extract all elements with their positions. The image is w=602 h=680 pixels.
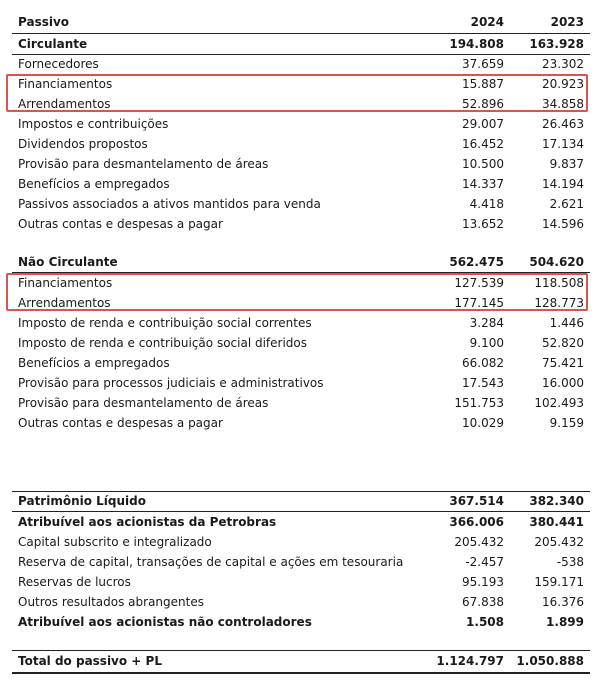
value-2023: 504.620 — [529, 255, 584, 269]
value-2024: 1.508 — [466, 615, 504, 629]
table-row — [12, 552, 590, 572]
value-2023: 380.441 — [529, 515, 584, 529]
table-row — [12, 54, 590, 74]
value-2023: 26.463 — [542, 117, 584, 131]
value-2024: 15.887 — [462, 77, 504, 91]
value-2023: 14.194 — [542, 177, 584, 191]
value-2023: 205.432 — [534, 535, 584, 549]
section-patrimonio-row — [12, 491, 590, 511]
value-2024: 66.082 — [462, 356, 504, 370]
value-2024: 127.539 — [454, 276, 504, 290]
section-label: Circulante — [18, 37, 88, 51]
table-header-row — [12, 12, 590, 32]
value-2024: 3.284 — [469, 316, 504, 330]
table-row — [12, 333, 590, 353]
value-2024: 67.838 — [462, 595, 504, 609]
section-nao-circulante-row — [12, 252, 590, 272]
table-row — [12, 373, 590, 393]
row-label: Benefícios a empregados — [18, 356, 170, 370]
table-row — [12, 413, 590, 433]
row-label: Fornecedores — [18, 57, 99, 71]
value-2023: 1.446 — [549, 316, 584, 330]
value-2023: 118.508 — [534, 276, 584, 290]
value-2024: 177.145 — [454, 296, 504, 310]
section-label: Patrimônio Líquido — [18, 494, 147, 508]
value-2024: 17.543 — [462, 376, 504, 390]
row-label: Provisão para desmantelamento de áreas — [18, 157, 269, 171]
value-2023: 17.134 — [542, 137, 584, 151]
value-2023: 20.923 — [542, 77, 584, 91]
row-label: Financiamentos — [18, 276, 113, 290]
value-2024: 367.514 — [449, 494, 504, 508]
row-label: Outras contas e despesas a pagar — [18, 416, 223, 430]
value-2024: 205.432 — [454, 535, 504, 549]
table-row — [12, 313, 590, 333]
subtotal-petrobras-row — [12, 512, 590, 532]
section-circulante-row — [12, 34, 590, 54]
value-2023: 9.159 — [549, 416, 584, 430]
table-row — [12, 114, 590, 134]
highlight-box-circulante — [6, 74, 588, 112]
total-value-2023: 1.050.888 — [516, 654, 584, 668]
table-row — [12, 134, 590, 154]
table-row — [12, 154, 590, 174]
row-label: Capital subscrito e integralizado — [18, 535, 212, 549]
value-2024: 52.896 — [462, 97, 504, 111]
value-2023: -538 — [556, 555, 584, 569]
value-2024: -2.457 — [465, 555, 504, 569]
row-label: Atribuível aos acionistas não controladores — [18, 615, 312, 629]
value-2024: 10.500 — [462, 157, 504, 171]
row-label: Provisão para processos judiciais e administrativos — [18, 376, 324, 390]
row-label: Impostos e contribuições — [18, 117, 169, 131]
value-2024: 562.475 — [449, 255, 504, 269]
section-label: Não Circulante — [18, 255, 118, 269]
row-label: Passivos associados a ativos mantidos para venda — [18, 197, 321, 211]
table-row — [12, 353, 590, 373]
row-label: Benefícios a empregados — [18, 177, 170, 191]
total-row — [12, 651, 590, 671]
header-col-2024: 2024 — [470, 15, 504, 29]
value-2023: 52.820 — [542, 336, 584, 350]
row-label: Arrendamentos — [18, 296, 111, 310]
value-2023: 2.621 — [549, 197, 584, 211]
value-2024: 29.007 — [462, 117, 504, 131]
value-2023: 1.899 — [546, 615, 584, 629]
table-row — [12, 174, 590, 194]
value-2023: 159.171 — [534, 575, 584, 589]
value-2024: 151.753 — [454, 396, 504, 410]
table-row — [12, 592, 590, 612]
row-label: Imposto de renda e contribuição social correntes — [18, 316, 312, 330]
value-2023: 9.837 — [549, 157, 584, 171]
value-2024: 366.006 — [449, 515, 504, 529]
value-2023: 23.302 — [542, 57, 584, 71]
value-2023: 163.928 — [529, 37, 584, 51]
value-2024: 9.100 — [469, 336, 504, 350]
value-2024: 14.337 — [462, 177, 504, 191]
value-2023: 102.493 — [534, 396, 584, 410]
value-2023: 75.421 — [542, 356, 584, 370]
row-label: Reserva de capital, transações de capital e ações em tesouraria — [18, 555, 404, 569]
row-label: Arrendamentos — [18, 97, 111, 111]
table-row — [12, 393, 590, 413]
value-2024: 10.029 — [462, 416, 504, 430]
row-label: Provisão para desmantelamento de áreas — [18, 396, 269, 410]
total-rule-bottom — [12, 672, 590, 674]
value-2024: 4.418 — [469, 197, 504, 211]
total-value-2024: 1.124.797 — [436, 654, 504, 668]
table-row — [12, 194, 590, 214]
row-label: Dividendos propostos — [18, 137, 148, 151]
header-col-2023: 2023 — [550, 15, 584, 29]
value-2024: 194.808 — [449, 37, 504, 51]
row-label: Atribuível aos acionistas da Petrobras — [18, 515, 277, 529]
value-2023: 14.596 — [542, 217, 584, 231]
value-2023: 16.376 — [542, 595, 584, 609]
value-2024: 13.652 — [462, 217, 504, 231]
value-2023: 128.773 — [534, 296, 584, 310]
row-label: Reservas de lucros — [18, 575, 131, 589]
table-row — [12, 532, 590, 552]
row-label: Financiamentos — [18, 77, 113, 91]
value-2024: 16.452 — [462, 137, 504, 151]
row-label: Outros resultados abrangentes — [18, 595, 204, 609]
value-2023: 16.000 — [542, 376, 584, 390]
value-2023: 382.340 — [529, 494, 584, 508]
total-label: Total do passivo + PL — [18, 654, 162, 668]
subtotal-nao-controladores-row — [12, 612, 590, 632]
table-row — [12, 572, 590, 592]
value-2024: 95.193 — [462, 575, 504, 589]
value-2024: 37.659 — [462, 57, 504, 71]
value-2023: 34.858 — [542, 97, 584, 111]
table-row — [12, 214, 590, 234]
header-title: Passivo — [18, 15, 70, 29]
row-label: Outras contas e despesas a pagar — [18, 217, 223, 231]
highlight-box-nao-circulante — [6, 273, 588, 311]
row-label: Imposto de renda e contribuição social diferidos — [18, 336, 308, 350]
